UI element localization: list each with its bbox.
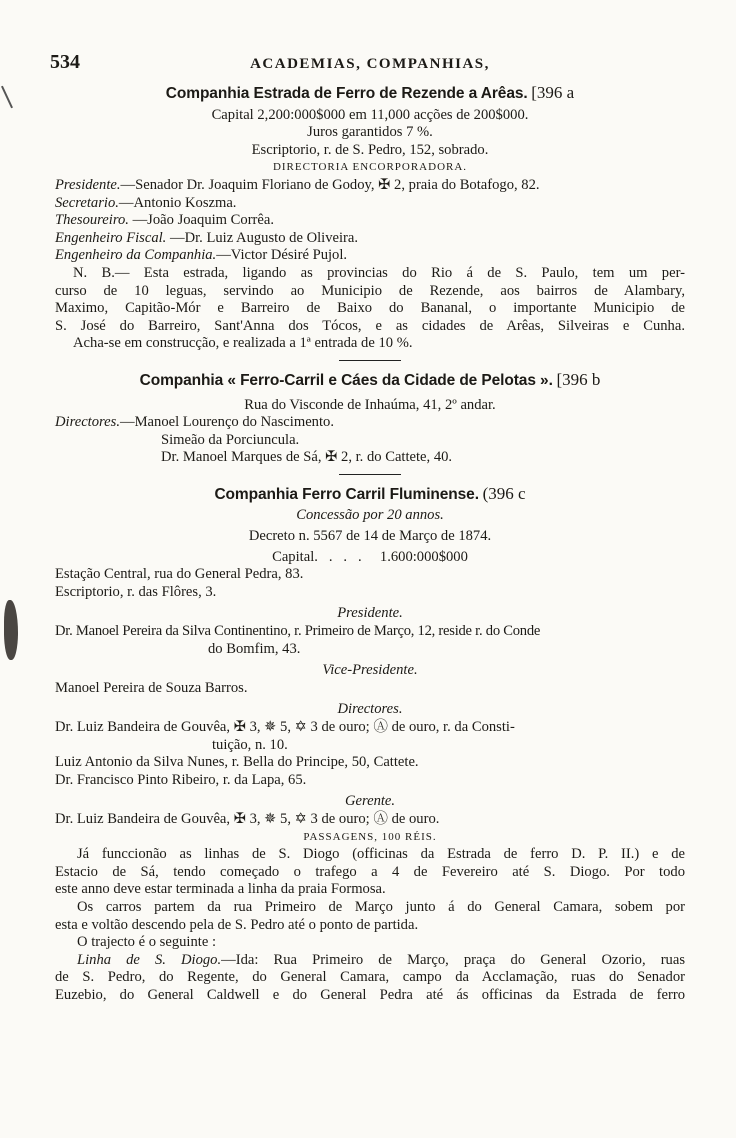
s3-paragraph-line: Os carros partem da rua Primeiro de Março junto á do General Camara, sobem por <box>77 898 685 915</box>
s3-heading <box>55 485 685 505</box>
s3-presidente-line: do Bomfim, 43. <box>208 640 301 657</box>
section-divider <box>339 474 401 475</box>
margin-mark <box>1 86 13 109</box>
s3-director-line: tuição, n. 10. <box>212 736 288 753</box>
page-content <box>50 50 686 1005</box>
s3-gerente-label: Gerente. <box>344 793 396 810</box>
s3-gerente: Dr. Luiz Bandeira de Gouvêa, ✠ 3, ✵ 5, ✡ 3 de ouro; Ⓐ de ouro. <box>55 810 440 827</box>
s2-director: —Manoel Lourenço do Nascimento. <box>119 414 334 431</box>
s3-directores-label: Directores. <box>337 701 403 718</box>
s1-thesoureiro-text: —João Joaquim Corrêa. <box>128 212 275 229</box>
s3-director-line: Dr. Luiz Bandeira de Gouvêa, ✠ 3, ✵ 5, ✡ 3 de ouro; Ⓐ de ouro, r. da Consti- <box>55 719 515 735</box>
s1-secretario-label: Secretario. <box>55 194 119 211</box>
s3-concessao: Concessão por 20 annos. <box>296 507 444 524</box>
s3-vice-label: Vice-Presidente. <box>322 662 418 679</box>
s1-thesoureiro <box>55 212 685 230</box>
s3-linha-line <box>55 952 685 970</box>
s2-ref: [396 b <box>556 369 601 389</box>
s3-paragraph-line: Estacio de Sá, tendo começado o trafego a 4 de Fevereiro até S. Diogo. Por todo <box>55 863 685 880</box>
s3-linha-line: Euzebio, do General Caldwell e do General Pedra até ás officinas da Estrada de ferro <box>55 986 685 1003</box>
s2-directores <box>55 414 685 432</box>
s1-presidente <box>55 177 685 195</box>
s1-engcomp-label: Engenheiro da Companhia. <box>55 247 217 264</box>
s3-linha-label: Linha de S. Diogo. <box>77 951 222 968</box>
ink-stain <box>4 600 18 660</box>
s1-secretario <box>55 195 685 213</box>
s3-paragraph-line: Já funccionão as linhas de S. Diogo (officinas da Estrada de ferro D. P. II.) e de <box>77 846 685 863</box>
s2-directores-label: Directores. <box>55 414 120 431</box>
s3-linha-text: —Ida: Rua Primeiro de Março, praça do General Ozorio, ruas <box>221 951 686 968</box>
s3-ref: (396 c <box>482 483 526 503</box>
s1-thesoureiro-label: Thesoureiro. <box>55 212 129 229</box>
s2-address: Rua do Visconde de Inhaúma, 41, 2º andar. <box>244 396 496 413</box>
s1-nb-line: N. B.— Esta estrada, ligando as provincias do Rio á de S. Paulo, tem um per- <box>73 264 685 281</box>
s3-paragraph-line: esta e voltão descendo pela de S. Pedro até o ponto de partida. <box>55 916 419 933</box>
s1-nb-line: Maximo, Capitão-Mór e Barreiro de Baixo do Bananal, o importante Municipio de <box>55 300 685 317</box>
s3-title: Companhia Ferro Carril Fluminense. <box>214 485 479 503</box>
s3-trajecto: O trajecto é o seguinte : <box>77 934 216 951</box>
page-number: 534 <box>50 51 80 73</box>
s1-secretario-text: —Antonio Koszma. <box>118 194 237 211</box>
s3-paragraph-line: este anno deve estar terminada a linha da praia Formosa. <box>55 881 386 898</box>
page-header <box>50 50 685 80</box>
s3-director: Luiz Antonio da Silva Nunes, r. Bella do Principe, 50, Cattete. <box>55 754 419 771</box>
s1-fiscal-text: —Dr. Luiz Augusto de Oliveira. <box>166 229 359 246</box>
s1-juros: Juros garantidos 7 %. <box>307 124 433 141</box>
s3-presidente-label: Presidente. <box>337 605 403 622</box>
s3-estacao: Estação Central, rua do General Pedra, 83. <box>55 566 304 583</box>
s3-passagens: PASSAGENS, 100 RÉIS. <box>303 830 437 843</box>
s1-nb-line: curso de 10 leguas, servindo ao Municipio de Rezende, aos bairros de Alambary, <box>55 282 685 299</box>
running-title: ACADEMIAS, COMPANHIAS, <box>250 56 490 72</box>
s1-presidente-label: Presidente. <box>55 176 121 193</box>
s1-escriptorio: Escriptorio, r. de S. Pedro, 152, sobrado. <box>251 141 489 158</box>
s1-ref: [396 a <box>531 83 575 102</box>
s3-director: Dr. Francisco Pinto Ribeiro, r. da Lapa, 65. <box>55 771 307 788</box>
s1-engcomp-text: —Victor Désiré Pujol. <box>216 247 348 264</box>
s1-engcomp <box>55 247 685 265</box>
s1-nb-line: S. José do Barreiro, Sant'Anna dos Tócos, e as cidades de Arêas, Silveiras e Cunha. <box>55 317 685 334</box>
s1-nb-last: Acha-se em construcção, e realizada a 1ª entrada de 10 %. <box>73 335 413 352</box>
s3-capital: Capital. . . . 1.600:000$000 <box>272 548 468 565</box>
s1-directoria: DIRECTORIA ENCORPORADORA. <box>272 161 468 174</box>
s2-heading <box>55 371 685 391</box>
s2-title: Companhia « Ferro-Carril e Cáes da Cidade de Pelotas ». <box>139 371 553 389</box>
s3-linha-line: de S. Pedro, do Regente, do General Camara, campo da Acclamação, ruas do Senador <box>55 969 685 986</box>
s3-presidente-line: Dr. Manoel Pereira da Silva Continentino, r. Primeiro de Março, 12, reside r. do Conde <box>55 623 541 640</box>
s2-director: Dr. Manoel Marques de Sá, ✠ 2, r. do Cattete, 40. <box>161 449 453 466</box>
s1-fiscal-label: Engenheiro Fiscal. <box>55 229 167 246</box>
s1-heading <box>55 84 685 104</box>
s1-presidente-text: —Senador Dr. Joaquim Floriano de Godoy, ✠ 2, praia do Botafogo, 82. <box>120 176 540 193</box>
s2-director: Simeão da Porciuncula. <box>161 431 300 448</box>
s3-escriptorio: Escriptorio, r. das Flôres, 3. <box>55 583 217 600</box>
s1-fiscal <box>55 230 685 248</box>
s3-vice: Manoel Pereira de Souza Barros. <box>55 679 248 696</box>
s3-decreto: Decreto n. 5567 de 14 de Março de 1874. <box>248 528 492 545</box>
section-divider <box>339 360 401 361</box>
s1-title: Companhia Estrada de Ferro de Rezende a Arêas. <box>165 85 528 102</box>
s1-capital: Capital 2,200:000$000 em 11,000 acções de 200$000. <box>211 106 529 123</box>
